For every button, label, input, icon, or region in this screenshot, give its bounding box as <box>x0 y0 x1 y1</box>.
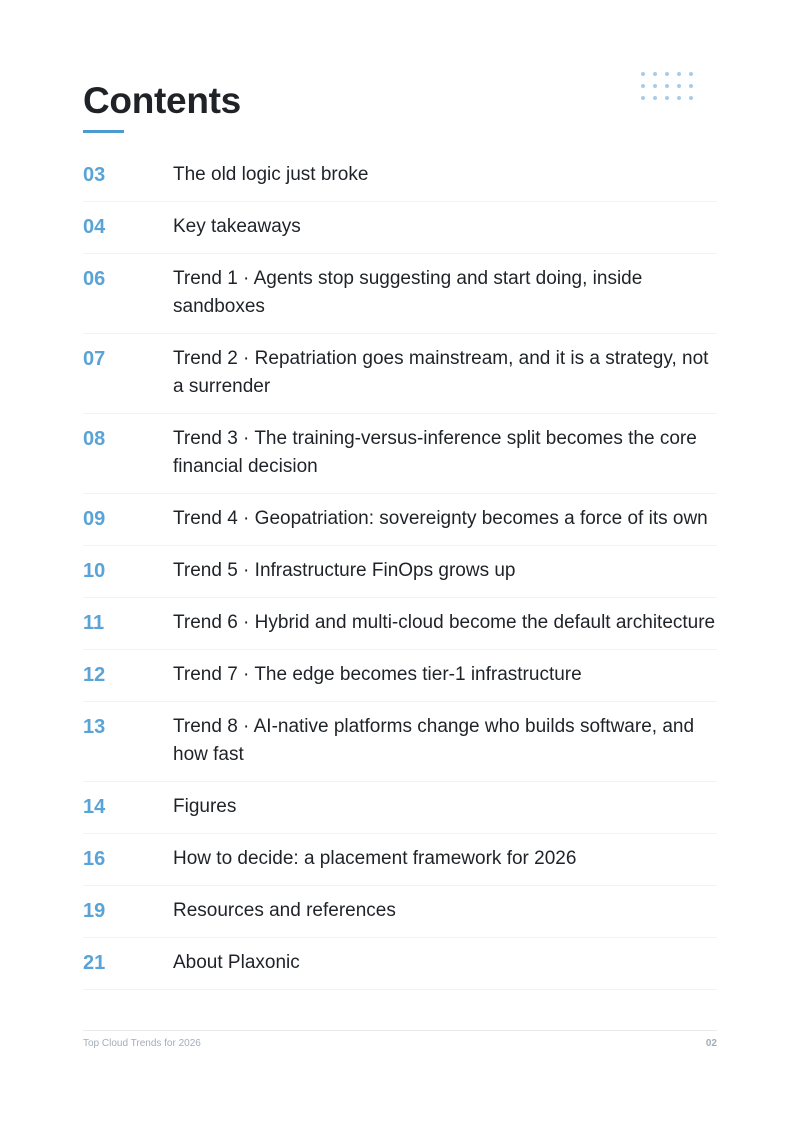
toc-entry[interactable] <box>83 938 717 990</box>
decorative-dot-grid <box>641 72 693 100</box>
toc-page-number: 13 <box>83 716 106 738</box>
toc-entry-title: Trend 3 · The training-versus-inference split becomes the core financial decision <box>173 428 697 477</box>
toc-entry[interactable] <box>83 414 717 494</box>
toc-page-number: 08 <box>83 428 106 450</box>
toc-entry[interactable] <box>83 150 717 202</box>
toc-entry-title: Trend 4 · Geopatriation: sovereignty becomes a force of its own <box>173 508 708 529</box>
toc-entry[interactable] <box>83 702 717 782</box>
toc-entry-title: Figures <box>173 796 237 817</box>
toc-page-number: 06 <box>83 268 106 290</box>
toc-page-number: 07 <box>83 348 106 370</box>
toc-entry[interactable] <box>83 782 717 834</box>
toc-entry-title: The old logic just broke <box>173 164 369 185</box>
toc-entry-title: Key takeaways <box>173 216 301 237</box>
toc-entry-title: Resources and references <box>173 900 396 921</box>
toc-entry-title: Trend 2 · Repatriation goes mainstream, and it is a strategy, not a surrender <box>173 348 709 397</box>
toc-entry[interactable] <box>83 494 717 546</box>
toc-entry[interactable] <box>83 334 717 414</box>
footer-document-title: Top Cloud Trends for 2026 <box>83 1038 201 1049</box>
toc-page-number: 12 <box>83 664 106 686</box>
toc-entry[interactable] <box>83 254 717 334</box>
toc-entry[interactable] <box>83 834 717 886</box>
toc-page-number: 03 <box>83 164 106 186</box>
toc-page-number: 19 <box>83 900 106 922</box>
toc-entry-title: How to decide: a placement framework for 2026 <box>173 848 577 869</box>
toc-entry-title: Trend 6 · Hybrid and multi-cloud become the default architecture <box>173 612 716 633</box>
toc-page-number: 09 <box>83 508 106 530</box>
toc-page-number: 10 <box>83 560 106 582</box>
title-underline <box>83 130 124 133</box>
footer-page-number: 02 <box>705 1038 717 1049</box>
toc-page-number: 04 <box>83 216 106 238</box>
toc-entry[interactable] <box>83 546 717 598</box>
toc-entry[interactable] <box>83 202 717 254</box>
toc-page-number: 21 <box>83 952 106 974</box>
toc-entry-title: About Plaxonic <box>173 952 300 973</box>
footer-divider <box>83 1030 717 1031</box>
toc-entry-title: Trend 5 · Infrastructure FinOps grows up <box>173 560 516 581</box>
toc-page-number: 14 <box>83 796 106 818</box>
toc-entry[interactable] <box>83 886 717 938</box>
toc-entry-title: Trend 1 · Agents stop suggesting and start doing, inside sandboxes <box>173 268 643 317</box>
toc-entry-title: Trend 7 · The edge becomes tier-1 infrastructure <box>173 664 582 685</box>
toc-entry-title: Trend 8 · AI-native platforms change who builds software, and how fast <box>173 716 695 765</box>
toc-entry[interactable] <box>83 650 717 702</box>
toc-page-number: 11 <box>83 612 105 634</box>
page-title: Contents <box>83 80 241 121</box>
table-of-contents <box>83 150 717 990</box>
toc-entry[interactable] <box>83 598 717 650</box>
toc-page-number: 16 <box>83 848 106 870</box>
